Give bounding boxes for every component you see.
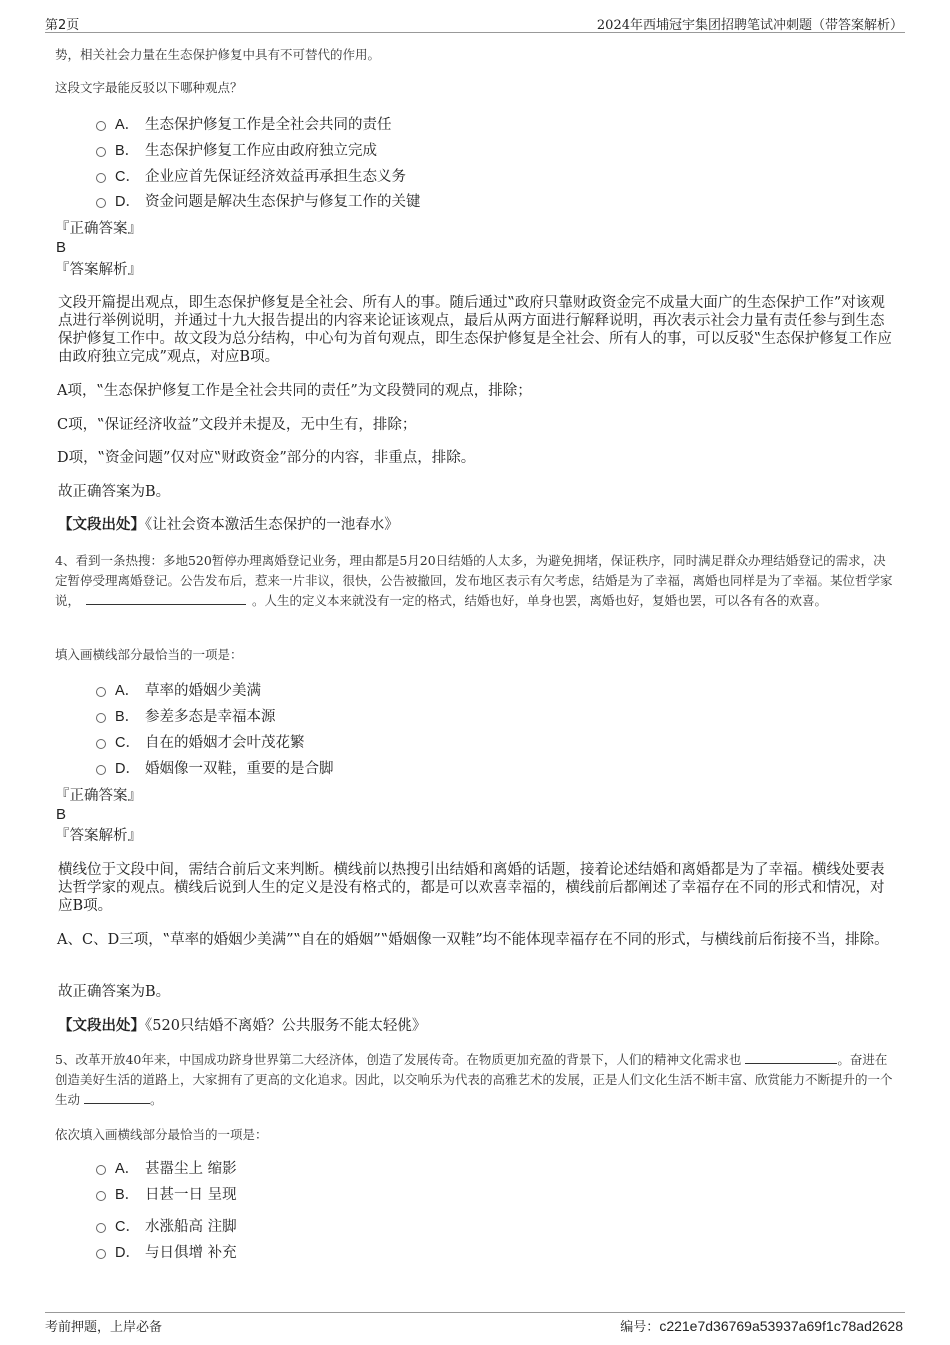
radio-icon[interactable] <box>96 1249 106 1259</box>
q4-answer-label: 『正确答案』 <box>55 788 142 804</box>
q3-analysis-paragraph-4: D项，‟资金问题”仅对应‟财政资金”部分的内容，非重点，排除。 <box>57 450 476 466</box>
radio-icon[interactable] <box>96 173 106 183</box>
fill-blank <box>84 1091 150 1104</box>
q4-stem: 4、看到一条热搜：多地520暂停办理离婚登记业务，理由都是5月20日结婚的人太多，为避免拥堵，保证秩序，同时满足群众办理结婚登记的需求，决定暂停受理离婚登记。公告发布后，惹来一片非议，很快，公告被撤回，发布地区表示有欠考虑，结婚是为了幸福，离婚也同样是为了幸福。某位哲学家说， 。人生的定义本来就没有一定的格式，结婚也好，单身也罢，离婚也好，复婚也罢，可以各有各的欢喜。 <box>55 553 893 608</box>
q3-prompt: 这段文字最能反驳以下哪种观点？ <box>55 80 243 95</box>
q3-stem-tail: 势，相关社会力量在生态保护修复中具有不可替代的作用。 <box>55 47 381 62</box>
q4-option-a[interactable]: A． 草率的婚姻少美满 <box>96 682 261 700</box>
page-header <box>45 12 905 33</box>
q3-source <box>58 516 399 534</box>
q5-prompt: 依次填入画横线部分最恰当的一项是： <box>55 1127 268 1142</box>
q3-option-d[interactable]: D． 资金问题是解决生态保护与修复工作的关键 <box>96 193 421 211</box>
radio-icon[interactable] <box>96 1165 106 1175</box>
radio-icon[interactable] <box>96 1191 106 1201</box>
radio-icon[interactable] <box>96 687 106 697</box>
q4-analysis-paragraph-1: 横线位于文段中间，需结合前后文来判断。横线前以热搜引出结婚和离婚的话题，接着论述结婚和离婚都是为了幸福。横线处要表达哲学家的观点。横线后说到人生的定义是没有格式的，都是可以欢喜幸福的，横线前后都阐述了幸福存在不同的形式和情况，对应B项。 <box>58 862 885 914</box>
fill-blank <box>86 592 246 605</box>
q3-answer: B <box>56 239 67 256</box>
q5-option-d[interactable]: D． 与日俱增 补充 <box>96 1244 237 1262</box>
q3-answer-label: 『正确答案』 <box>55 221 142 237</box>
page-footer <box>45 1312 905 1337</box>
radio-icon[interactable] <box>96 713 106 723</box>
q4-analysis-paragraph-3: 故正确答案为B。 <box>58 984 171 1000</box>
q5-option-a[interactable]: A． 甚嚣尘上 缩影 <box>96 1160 237 1178</box>
radio-icon[interactable] <box>96 1223 106 1233</box>
source-label: 【文段出处】 <box>58 1017 145 1034</box>
q3-analysis-paragraph-1: 文段开篇提出观点，即生态保护修复是全社会、所有人的事。随后通过‟政府只靠财政资金完不成量大面广的生态保护工作”对该观点进行举例说明，并通过十九大报告提出的内容来论证该观点，最后从两方面进行解释说明，再次表示社会力量有责任参与到生态保护修复工作中。故文段为总分结构，中心句为首句观点，即生态保护修复是全社会、所有人的事，可以反驳‟生态保护修复工作应由政府独立完成”观点，对应B项。 <box>58 295 892 365</box>
source-title: 《520只结婚不离婚？公共服务不能太轻佻》 <box>145 1018 427 1034</box>
q5-option-c[interactable]: C． 水涨船高 注脚 <box>96 1218 237 1236</box>
radio-icon[interactable] <box>96 739 106 749</box>
q3-option-c[interactable]: C． 企业应首先保证经济效益再承担生态义务 <box>96 168 406 186</box>
q4-option-b[interactable]: B． 参差多态是幸福本源 <box>96 708 276 726</box>
radio-icon[interactable] <box>96 121 106 131</box>
q3-analysis-paragraph-3: C项，‟保证经济收益”文段并未提及，无中生有，排除； <box>57 417 417 433</box>
q4-source <box>58 1017 426 1035</box>
q4-prompt: 填入画横线部分最恰当的一项是： <box>55 647 243 662</box>
q5-option-b[interactable]: B． 日甚一日 呈现 <box>96 1186 237 1204</box>
radio-icon[interactable] <box>96 765 106 775</box>
page-number: 第2页 <box>45 18 80 33</box>
footer-slogan: 考前押题，上岸必备 <box>45 1320 163 1335</box>
q3-analysis-paragraph-5: 故正确答案为B。 <box>58 484 171 500</box>
document-title: 2024年西埔冠宇集团招聘笔试冲刺题（带答案解析） <box>596 18 903 33</box>
q3-analysis-label: 『答案解析』 <box>55 262 142 278</box>
q3-option-a[interactable]: A． 生态保护修复工作是全社会共同的责任 <box>96 116 392 134</box>
q4-answer: B <box>56 806 67 823</box>
q4-option-d[interactable]: D． 婚姻像一双鞋，重要的是合脚 <box>96 760 334 778</box>
q4-analysis-paragraph-2: A、C、D三项，‟草率的婚姻少美满”‟自在的婚姻”‟婚姻像一双鞋”均不能体现幸福存在不同的形式，与横线前后衔接不当，排除。 <box>57 932 889 948</box>
q3-analysis-paragraph-2: A项，‟生态保护修复工作是全社会共同的责任”为文段赞同的观点，排除； <box>57 383 532 399</box>
fill-blank <box>745 1051 837 1064</box>
radio-icon[interactable] <box>96 147 106 157</box>
radio-icon[interactable] <box>96 198 106 208</box>
source-label: 【文段出处】 <box>58 516 145 533</box>
q5-stem: 5、改革开放40年来，中国成功跻身世界第二大经济体，创造了发展传奇。在物质更加充盈的背景下，人们的精神文化需求也 。奋进在创造美好生活的道路上，大家拥有了更高的文化追求。因此，以交响乐为代表的高雅艺术的发展，正是人们文化生活不断丰富、欣赏能力不断提升的一个生动 。 <box>55 1052 893 1107</box>
q3-option-b[interactable]: B． 生态保护修复工作应由政府独立完成 <box>96 142 377 160</box>
document-code: 编号：c221e7d36769a53937a69f1c78ad2628 <box>620 1318 903 1335</box>
source-title: 《让社会资本激活生态保护的一池春水》 <box>145 517 399 533</box>
q4-option-c[interactable]: C． 自在的婚姻才会叶茂花繁 <box>96 734 305 752</box>
q4-analysis-label: 『答案解析』 <box>55 828 142 844</box>
